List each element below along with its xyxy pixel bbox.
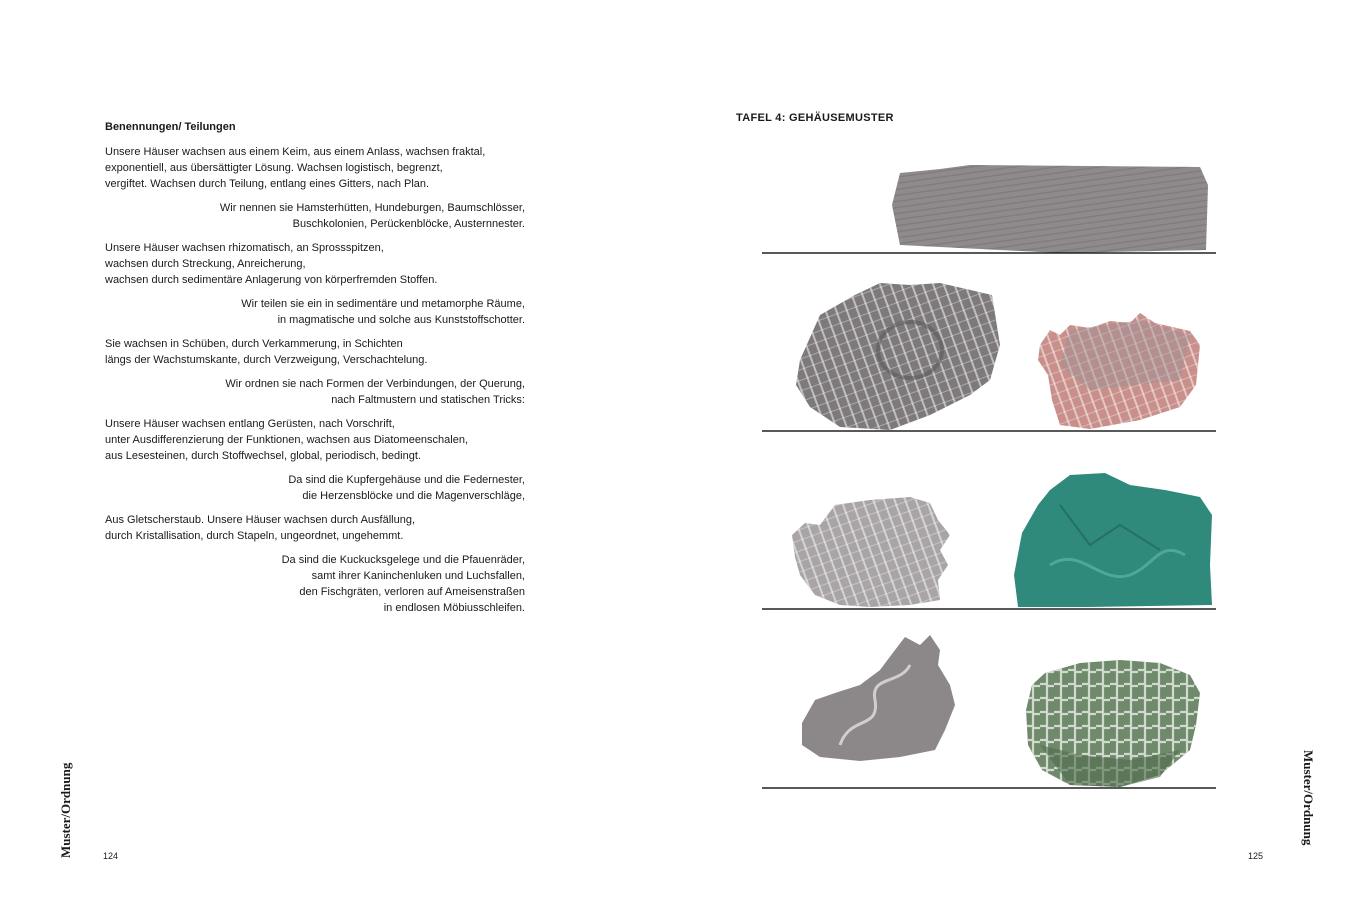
poem-line: Wir ordnen sie nach Formen der Verbindungen, der Querung, (225, 378, 525, 390)
specimen-pink-block (1038, 313, 1200, 429)
poem-paragraph (105, 552, 525, 616)
specimen-plate-svg (760, 145, 1220, 795)
poem-paragraph (105, 200, 525, 232)
specimen-teal-map (1014, 473, 1212, 607)
poem-line: Unsere Häuser wachsen entlang Gerüsten, nach Vorschrift, (105, 418, 395, 430)
poem-line: Unsere Häuser wachsen aus einem Keim, aus einem Anlass, wachsen fraktal, (105, 146, 486, 158)
poem-paragraph (105, 472, 525, 504)
poem-line: wachsen durch sedimentäre Anlagerung von körperfremden Stoffen. (105, 274, 438, 286)
poem-line: den Fischgräten, verloren auf Ameisenstraßen (299, 586, 525, 598)
poem-line: die Herzensblöcke und die Magenverschläge, (302, 490, 525, 502)
poem-line: vergiftet. Wachsen durch Teilung, entlang eines Gitters, nach Plan. (105, 178, 430, 190)
poem-line: Da sind die Kuckucksgelege und die Pfauenräder, (281, 554, 525, 566)
poem-line: Aus Gletscherstaub. Unsere Häuser wachsen durch Ausfällung, (105, 514, 415, 526)
specimen-white-fragment (792, 497, 950, 607)
plate-title: TAFEL 4: GEHÄUSEMUSTER (736, 112, 894, 124)
poem-line: nach Faltmustern und statischen Tricks: (331, 394, 525, 406)
left-side-title: Muster/Ordnung (58, 762, 73, 858)
poem-line: Buschkolonien, Perückenblöcke, Austernnester. (292, 218, 525, 230)
right-side-title: Muster/Ordnung (1301, 750, 1316, 846)
poem-paragraph (105, 416, 525, 464)
poem-paragraph (105, 144, 525, 192)
section-heading: Benennungen/ Teilungen (105, 121, 236, 133)
specimen-grey-map (802, 635, 955, 761)
poem-line: samt ihrer Kaninchenluken und Luchsfallen, (311, 570, 525, 582)
poem-paragraph (105, 512, 525, 544)
poem-paragraph (105, 240, 525, 288)
poem-line: Unsere Häuser wachsen rhizomatisch, an Sprossspitzen, (105, 242, 384, 254)
poem-line: Wir nennen sie Hamsterhütten, Hundeburgen, Baumschlösser, (219, 202, 525, 214)
specimen-grey-rock (796, 283, 1000, 430)
poem-line: in magmatische und solche aus Kunststoffschotter. (277, 314, 525, 326)
poem-line: längs der Wachstumskante, durch Verzweigung, Verschachtelung. (105, 354, 428, 366)
right-page-number: 125 (1248, 851, 1264, 861)
poem-line: Sie wachsen in Schüben, durch Verkammerung, in Schichten (105, 338, 403, 350)
poem-text (105, 144, 525, 624)
poem-line: aus Lesesteinen, durch Stoffwechsel, global, periodisch, bedingt. (105, 450, 421, 462)
specimen-plate (760, 145, 1220, 795)
poem-paragraph (105, 296, 525, 328)
poem-paragraph (105, 376, 525, 408)
left-page-number: 124 (103, 851, 119, 861)
poem-line: in endlosen Möbiusschleifen. (383, 602, 525, 614)
specimen-moss-coral (1026, 660, 1200, 787)
poem-paragraph (105, 336, 525, 368)
poem-line: durch Kristallisation, durch Stapeln, ungeordnet, ungehemmt. (105, 530, 404, 542)
specimen-grey-slab (892, 165, 1208, 253)
poem-line: unter Ausdifferenzierung der Funktionen, wachsen aus Diatomeenschalen, (105, 434, 469, 446)
poem-line: Da sind die Kupfergehäuse und die Federnester, (288, 474, 525, 486)
poem-line: wachsen durch Streckung, Anreicherung, (105, 258, 306, 270)
poem-line: exponentiell, aus übersättigter Lösung. Wachsen logistisch, begrenzt, (105, 162, 443, 174)
poem-line: Wir teilen sie ein in sedimentäre und metamorphe Räume, (241, 298, 525, 310)
